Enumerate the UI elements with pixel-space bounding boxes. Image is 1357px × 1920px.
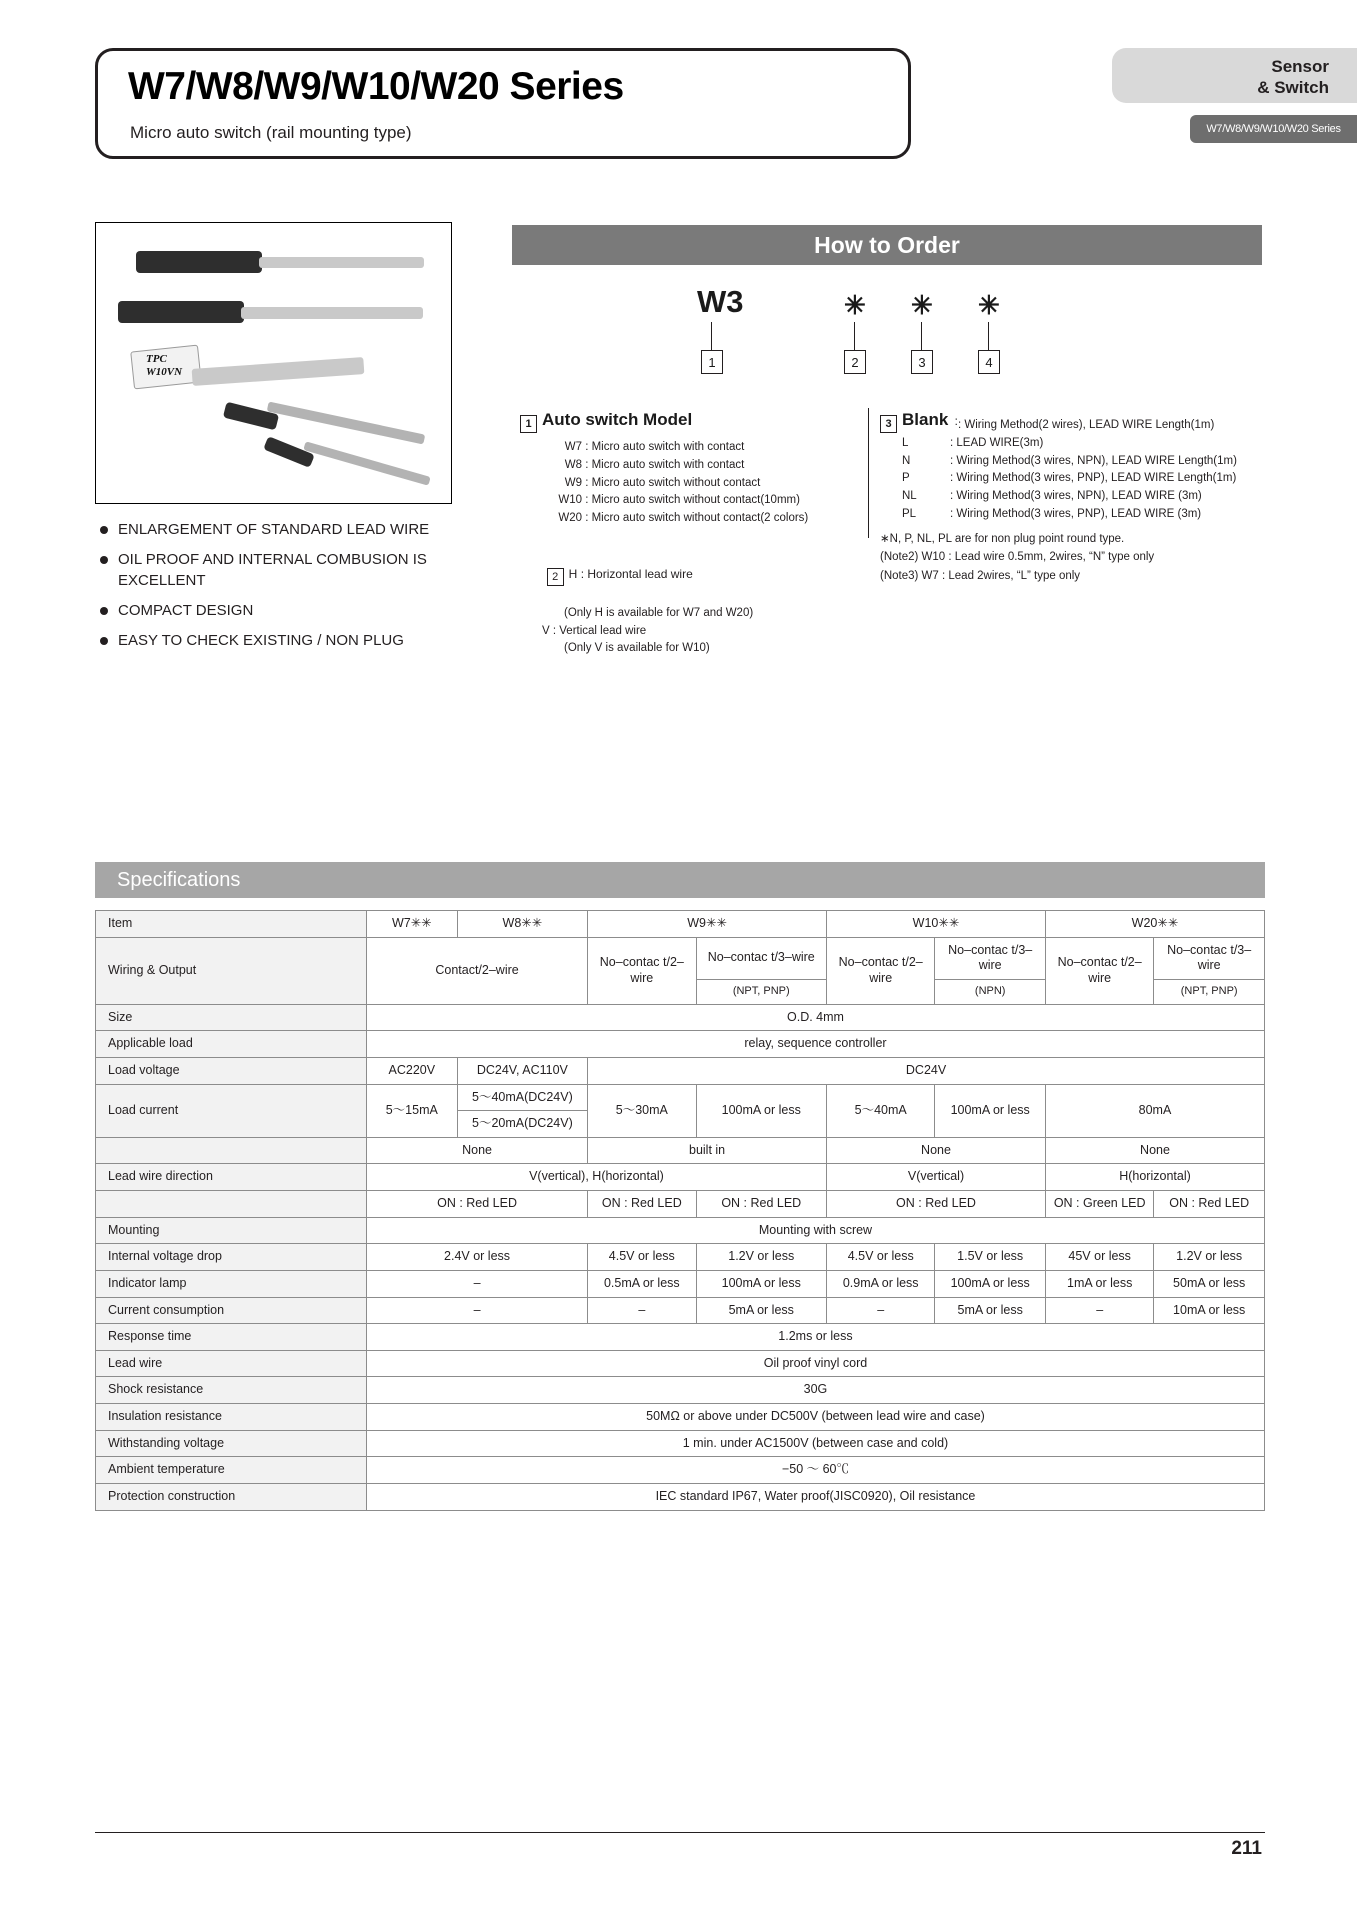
order-option-key: NL: [902, 490, 917, 503]
lead-wire-5: [303, 441, 430, 485]
table-row: [96, 1297, 1265, 1324]
cell-response-time: 1.2ms or less: [366, 1324, 1264, 1351]
order-option-value: : Wiring Method(3 wires, PNP), LEAD WIRE (3m): [950, 508, 1202, 521]
model-prefix: W3: [697, 284, 744, 319]
cell-il-w10a: 0.9mA or less: [827, 1270, 935, 1297]
cell-mounting: Mounting with screw: [366, 1217, 1264, 1244]
table-row: [96, 911, 1265, 938]
order-option-value: : Micro auto switch with contact: [585, 458, 745, 471]
order-section-2-row: [520, 546, 875, 605]
cell-wiring-w20-3wire: No–contac t/3–wire: [1154, 937, 1265, 979]
cell-il-w7: –: [366, 1270, 587, 1297]
cell-il-w9b: 100mA or less: [696, 1270, 827, 1297]
table-header-w10: W10✳✳: [827, 911, 1046, 938]
cell-load-voltage-rest: DC24V: [588, 1057, 1265, 1084]
code-box-2-ref: 2: [547, 568, 564, 586]
order-option-key: W10: [558, 494, 582, 507]
page-title: W7/W8/W9/W10/W20 Series: [128, 65, 624, 108]
page-number: 211: [1231, 1838, 1262, 1859]
cell-wiring-w20-2wire: No–contac t/2–wire: [1045, 937, 1153, 1004]
switch-body-1: [136, 251, 262, 273]
specifications-header: Specifications: [95, 862, 1265, 898]
footer-divider: [95, 1832, 1265, 1833]
row-label-mounting: Mounting: [96, 1217, 367, 1244]
table-row: [96, 1244, 1265, 1271]
table-row: [96, 1270, 1265, 1297]
order-section-1-heading: [520, 410, 875, 433]
table-row: [96, 1137, 1265, 1164]
specifications-table: [95, 910, 1265, 1511]
title-box: [95, 48, 911, 159]
table-row: [96, 1217, 1265, 1244]
order-section-3-heading: 3 Blank :: [880, 410, 1265, 433]
cell-cc-w9a: –: [588, 1297, 696, 1324]
table-header-item: Item: [96, 911, 367, 938]
cell-cc-w10b: 5mA or less: [935, 1297, 1046, 1324]
table-row: [96, 1164, 1265, 1191]
cell-wiring-w20-note: (NPT, PNP): [1154, 979, 1265, 1004]
cell-led-w10: ON : Red LED: [827, 1191, 1046, 1218]
product-label-line2: W10VN: [146, 365, 183, 378]
order-option-value: : Wiring Method(3 wires, PNP), LEAD WIRE Length(1m): [950, 472, 1237, 485]
cell-cc-w20b: 10mA or less: [1154, 1297, 1265, 1324]
row-label-ambient-temperature: Ambient temperature: [96, 1457, 367, 1484]
table-row: [96, 1350, 1265, 1377]
order-option-row: [520, 623, 875, 641]
cell-ivd-w9a: 4.5V or less: [588, 1244, 696, 1271]
connector-line-1: [711, 322, 712, 350]
page-subtitle: Micro auto switch (rail mounting type): [130, 123, 412, 142]
row-label-shock-resistance: Shock resistance: [96, 1377, 367, 1404]
cell-ambient-temperature: −50 ～ 60℃: [366, 1457, 1264, 1484]
order-option-value: : Wiring Method(3 wires, NPN), LEAD WIRE (3m): [950, 490, 1202, 503]
row-label-load-current: Load current: [96, 1084, 367, 1137]
row-label-response-time: Response time: [96, 1324, 367, 1351]
cell-load-current-w20: 80mA: [1045, 1084, 1264, 1137]
list-item: ENLARGEMENT OF STANDARD LEAD WIRE: [98, 520, 498, 540]
cell-led-w7w8: ON : Red LED: [366, 1191, 587, 1218]
cell-ivd-w10b: 1.5V or less: [935, 1244, 1046, 1271]
order-option-key: W8: [564, 458, 582, 471]
table-row: [96, 1004, 1265, 1031]
cell-builtin-w20: None: [1045, 1137, 1264, 1164]
cell-protection-construction: IEC standard IP67, Water proof(JISC0920), Oil resistance: [366, 1483, 1264, 1510]
cell-led-w9a: ON : Red LED: [588, 1191, 696, 1218]
code-box-1-ref: 1: [520, 415, 537, 433]
order-option-key: P: [902, 472, 910, 485]
cell-led-w20a: ON : Green LED: [1045, 1191, 1153, 1218]
table-row: [96, 1483, 1265, 1510]
connector-line-2: [854, 322, 855, 350]
row-label-protection-construction: Protection construction: [96, 1483, 367, 1510]
order-option-row: [544, 475, 875, 493]
order-option-row: [902, 470, 1265, 488]
connector-line-3: [921, 322, 922, 350]
cell-lwd-w20: H(horizontal): [1045, 1164, 1264, 1191]
cell-lwd-w10: V(vertical): [827, 1164, 1046, 1191]
product-label-line1: TPC: [146, 353, 167, 365]
order-option-row: [520, 605, 875, 623]
cell-withstanding-voltage: 1 min. under AC1500V (between case and cold): [366, 1430, 1264, 1457]
cell-wiring-w9-note: (NPT, PNP): [696, 979, 827, 1004]
row-label-blank-2: [96, 1191, 367, 1218]
table-header-w7: W7✳✳: [366, 911, 457, 938]
connector-line-4: [988, 322, 989, 350]
list-item: OIL PROOF AND INTERNAL COMBUSION IS EXCELLENT: [98, 550, 498, 591]
order-option-value: : Micro auto switch without contact(10mm): [585, 494, 800, 507]
row-label-withstanding-voltage: Withstanding voltage: [96, 1430, 367, 1457]
cell-lead-wire: Oil proof vinyl cord: [366, 1350, 1264, 1377]
order-option-value: : Micro auto switch without contact: [585, 476, 761, 489]
cell-led-w9b: ON : Red LED: [696, 1191, 827, 1218]
table-header-w9: W9✳✳: [588, 911, 827, 938]
product-photo: [95, 222, 452, 504]
order-option-key: W9: [564, 476, 582, 489]
table-row: [96, 1457, 1265, 1484]
table-row: [96, 937, 1265, 979]
order-option-value: : Horizontal lead wire: [580, 566, 693, 581]
asterisk-2: ✳: [844, 290, 866, 320]
category-tab-line2: & Switch: [1257, 78, 1329, 98]
cell-cc-w20a: –: [1045, 1297, 1153, 1324]
product-label: [146, 353, 182, 378]
list-item: COMPACT DESIGN: [98, 601, 498, 621]
order-option-row: [902, 435, 1265, 453]
order-option-key: H: [568, 566, 578, 581]
row-label-lead-wire: Lead wire: [96, 1350, 367, 1377]
order-option-value: : Micro auto switch without contact(2 colors): [585, 512, 809, 525]
lead-wire-4: [267, 401, 426, 444]
order-option-row: [544, 457, 875, 475]
cell-builtin-w7w8: None: [366, 1137, 587, 1164]
row-label-blank-1: [96, 1137, 367, 1164]
cell-size: O.D. 4mm: [366, 1004, 1264, 1031]
order-section-2: [520, 546, 875, 658]
row-label-lead-wire-direction: Lead wire direction: [96, 1164, 367, 1191]
code-box-1: 1: [701, 350, 723, 374]
order-option-row: [544, 492, 875, 510]
cell-load-voltage-w7: AC220V: [366, 1057, 457, 1084]
cell-load-current-w9b: 100mA or less: [696, 1084, 827, 1137]
cell-insulation-resistance: 50MΩ or above under DC500V (between lead wire and case): [366, 1404, 1264, 1431]
lead-wire-2: [241, 307, 423, 319]
order-option-key: N: [902, 454, 911, 467]
how-to-order-header: How to Order: [512, 225, 1262, 265]
feature-list: [98, 520, 498, 661]
table-row: [96, 1430, 1265, 1457]
table-row: [96, 1377, 1265, 1404]
lead-wire-1: [259, 257, 424, 268]
table-header-w20: W20✳✳: [1045, 911, 1264, 938]
order-option-value: (Only H is available for W7 and W20): [564, 606, 754, 619]
cell-load-current-w8a: 5～40mA(DC24V): [457, 1084, 588, 1111]
order-option-value: (Only V is available for W10): [564, 642, 710, 655]
cell-load-current-w9a: 5～30mA: [588, 1084, 696, 1137]
category-tab: [1112, 48, 1357, 103]
cell-il-w20a: 1mA or less: [1045, 1270, 1153, 1297]
order-option-key: V: [542, 624, 550, 637]
row-label-wiring-output: Wiring & Output: [96, 937, 367, 1004]
table-header-w8: W8✳✳: [457, 911, 588, 938]
cell-cc-w7: –: [366, 1297, 587, 1324]
order-note: ∗N, P, NL, PL are for non plug point round type.: [880, 532, 1125, 545]
category-tab-line1: Sensor: [1271, 57, 1329, 76]
order-option-key: W7: [564, 441, 582, 453]
series-strip: W7/W8/W9/W10/W20 Series: [1190, 115, 1357, 143]
switch-body-2: [118, 301, 244, 323]
cell-wiring-w10-2wire: No–contac t/2–wire: [827, 937, 935, 1004]
order-option-row: [902, 506, 1265, 524]
row-label-load-voltage: Load voltage: [96, 1057, 367, 1084]
cell-wiring-w9-3wire: No–contac t/3–wire: [696, 937, 827, 979]
cell-ivd-w10a: 4.5V or less: [827, 1244, 935, 1271]
asterisk-3: ✳: [911, 290, 933, 320]
order-option-row: [902, 453, 1265, 471]
cell-ivd-w9b: 1.2V or less: [696, 1244, 827, 1271]
table-row: [96, 1031, 1265, 1058]
order-section-model: [520, 410, 875, 658]
row-label-applicable-load: Applicable load: [96, 1031, 367, 1058]
table-row: [96, 1191, 1265, 1218]
order-option-value: : Wiring Method(2 wires), LEAD WIRE Length(1m): [958, 419, 1215, 431]
order-option-value: : Micro auto switch with contact: [585, 441, 745, 453]
order-section-3-title: Blank: [902, 410, 949, 429]
order-option-row: [958, 417, 1265, 435]
row-label-current-consumption: Current consumption: [96, 1297, 367, 1324]
table-row: [96, 1084, 1265, 1111]
cell-shock-resistance: 30G: [366, 1377, 1264, 1404]
order-option-row: [544, 510, 875, 528]
cell-cc-w10a: –: [827, 1297, 935, 1324]
order-option-row: [520, 640, 875, 658]
cell-wiring-w7w8: Contact/2–wire: [366, 937, 587, 1004]
order-note: (Note3) W7 : Lead 2wires, “L” type only: [880, 569, 1081, 582]
cell-load-current-w8b: 5～20mA(DC24V): [457, 1111, 588, 1138]
order-option-key: L: [902, 436, 909, 449]
order-option-value: : Vertical lead wire: [552, 624, 647, 637]
code-box-4: 4: [978, 350, 1000, 374]
lead-wire-3: [192, 357, 365, 386]
table-row: [96, 1404, 1265, 1431]
order-option-value: : LEAD WIRE(3m): [950, 436, 1044, 449]
cell-il-w20b: 50mA or less: [1154, 1270, 1265, 1297]
cell-il-w9a: 0.5mA or less: [588, 1270, 696, 1297]
row-label-size: Size: [96, 1004, 367, 1031]
cell-wiring-w9-2wire: No–contac t/2–wire: [588, 937, 696, 1004]
order-option-key: W20: [558, 512, 582, 525]
cell-builtin-w10: None: [827, 1137, 1046, 1164]
order-option-row: [544, 439, 875, 457]
order-note: (Note2) W10 : Lead wire 0.5mm, 2wires, “N” type only: [880, 551, 1155, 564]
cell-load-current-w10a: 5～40mA: [827, 1084, 935, 1137]
order-option-row: [902, 488, 1265, 506]
model-code-diagram: [512, 282, 1262, 377]
order-option-key: PL: [902, 508, 917, 521]
cell-wiring-w10-note: (NPN): [935, 979, 1046, 1004]
cell-ivd-w7: 2.4V or less: [366, 1244, 587, 1271]
table-row: [96, 1057, 1265, 1084]
order-option-value: : Wiring Method(3 wires, NPN), LEAD WIRE Length(1m): [950, 454, 1237, 467]
row-label-insulation-resistance: Insulation resistance: [96, 1404, 367, 1431]
cell-applicable-load: relay, sequence controller: [366, 1031, 1264, 1058]
order-section-wiring: [880, 410, 1265, 585]
code-box-2: 2: [844, 350, 866, 374]
row-label-indicator-lamp: Indicator lamp: [96, 1270, 367, 1297]
cell-builtin-w9: built in: [588, 1137, 827, 1164]
row-label-internal-voltage-drop: Internal voltage drop: [96, 1244, 367, 1271]
order-section-1-title: Auto switch Model: [542, 410, 693, 429]
list-item: EASY TO CHECK EXISTING / NON PLUG: [98, 631, 498, 651]
cell-load-current-w7: 5～15mA: [366, 1084, 457, 1137]
asterisk-4: ✳: [978, 290, 1000, 320]
cell-cc-w9b: 5mA or less: [696, 1297, 827, 1324]
cell-wiring-w10-3wire: No–contac t/3–wire: [935, 937, 1046, 979]
cell-ivd-w20a: 45V or less: [1045, 1244, 1153, 1271]
code-box-3: 3: [911, 350, 933, 374]
cell-load-voltage-w8: DC24V, AC110V: [457, 1057, 588, 1084]
table-row: [96, 1324, 1265, 1351]
cell-ivd-w20b: 1.2V or less: [1154, 1244, 1265, 1271]
cell-load-current-w10b: 100mA or less: [935, 1084, 1046, 1137]
cell-il-w10b: 100mA or less: [935, 1270, 1046, 1297]
code-box-3-ref: 3: [880, 415, 897, 433]
cell-led-w20b: ON : Red LED: [1154, 1191, 1265, 1218]
cell-lwd-w7w9: V(vertical), H(horizontal): [366, 1164, 826, 1191]
